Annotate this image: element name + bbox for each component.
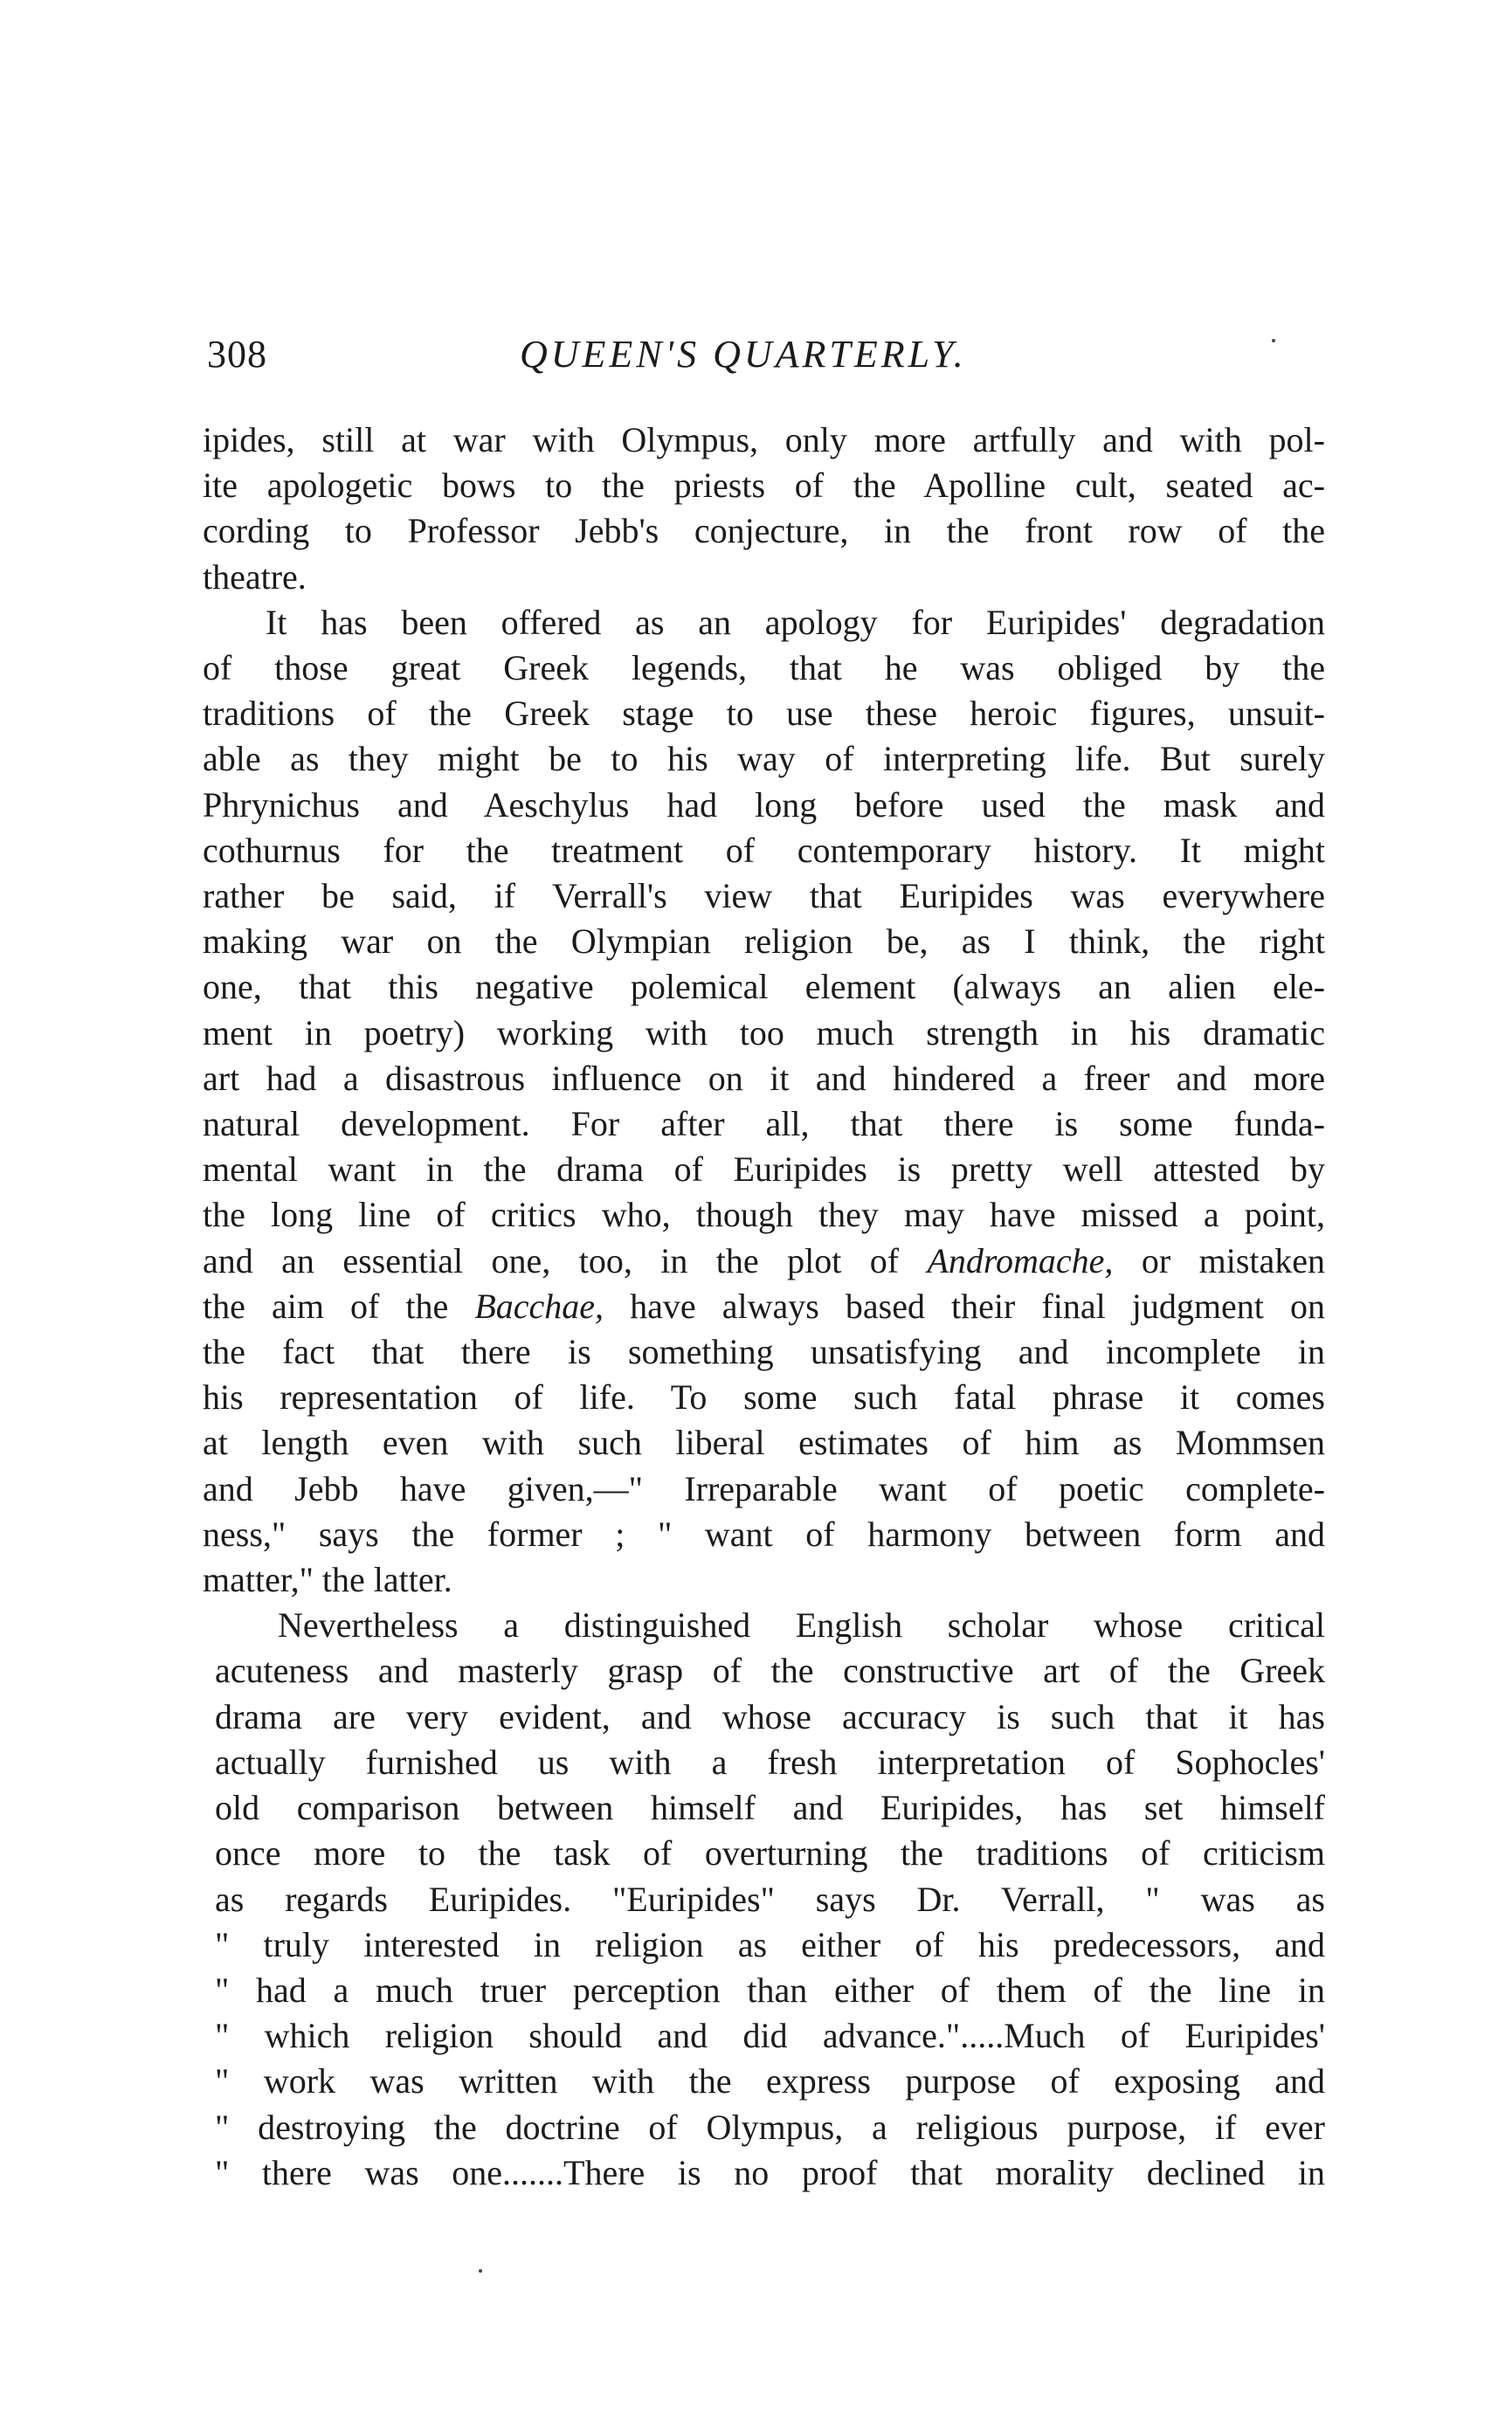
text-line: ite apologetic bows to the priests of the Apolline cult, seated ac-: [203, 466, 1325, 506]
body-text: [203, 417, 1325, 2196]
text-line-andromache: [203, 1239, 1325, 1284]
text-line: at length even with such liberal estimates of him as Mommsen: [203, 1423, 1325, 1463]
text-line: of those great Greek legends, that he was obliged by the: [203, 648, 1325, 688]
text-segment: or mistaken: [1113, 1240, 1326, 1280]
text-line: the fact that there is something unsatisfying and incomplete in: [203, 1332, 1325, 1372]
text-line: theatre.: [203, 556, 307, 597]
text-line: old comparison between himself and Euripides, has set himself: [215, 1788, 1325, 1828]
text-line: matter," the latter.: [203, 1560, 452, 1600]
text-line: and Jebb have given,—" Irreparable want of poetic complete-: [203, 1468, 1325, 1508]
text-line: once more to the task of overturning the traditions of criticism: [215, 1833, 1325, 1874]
text-line: drama are very evident, and whose accuracy is such that it has: [215, 1696, 1325, 1736]
quoted-line: " truly interested in religion as either of his predecessors, and: [215, 1924, 1325, 1964]
text-line: Nevertheless a distinguished English scholar whose critical: [278, 1605, 1325, 1646]
quoted-line: " work was written with the express purpose of exposing and: [215, 2061, 1325, 2101]
text-line: natural development. For after all, that there is some funda-: [203, 1104, 1325, 1144]
text-line: Phrynichus and Aeschylus had long before used the mask and: [203, 784, 1325, 825]
text-line: acuteness and masterly grasp of the constructive art of the Greek: [215, 1651, 1325, 1691]
text-line: ness," says the former ; " want of harmony between form and: [203, 1514, 1325, 1554]
text-line-bacchae: [203, 1284, 1325, 1329]
text-line: able as they might be to his way of interpreting life. But surely: [203, 739, 1325, 779]
text-line: art had a disastrous influence on it and hindered a freer and more: [203, 1058, 1325, 1098]
text-line: his representation of life. To some such fatal phrase it comes: [203, 1377, 1325, 1418]
text-line: making war on the Olympian religion be, as I think, the right: [203, 921, 1325, 962]
text-line: cothurnus for the treatment of contemporary history. It might: [203, 830, 1325, 870]
text-segment: have always based their final judgment on: [604, 1286, 1325, 1326]
running-title: QUEEN'S QUARTERLY.: [520, 333, 967, 376]
quoted-line: " destroying the doctrine of Olympus, a religious purpose, if ever: [215, 2107, 1325, 2147]
text-segment: the aim of the: [203, 1286, 475, 1326]
text-line: mental want in the drama of Euripides is pretty well attested by: [203, 1149, 1325, 1190]
print-speck: [1272, 339, 1275, 342]
text-line: one, that this negative polemical element (always an alien ele-: [203, 967, 1325, 1007]
paragraph-2: [203, 600, 1325, 1603]
text-line: rather be said, if Verrall's view that Euripides was everywhere: [203, 876, 1325, 916]
quoted-line: " there was one.......There is no proof that morality declined in: [215, 2152, 1325, 2192]
text-line: as regards Euripides. "Euripides" says Dr. Verrall, " was as: [215, 1879, 1325, 1919]
play-title-bacchae: Bacchae,: [474, 1286, 604, 1326]
paragraph-1: [203, 417, 1325, 600]
page-number: 308: [207, 333, 267, 376]
text-line: traditions of the Greek stage to use these heroic figures, unsuit-: [203, 694, 1325, 734]
print-speck: [479, 2269, 482, 2273]
text-line: actually furnished us with a fresh interpretation of Sophocles': [215, 1742, 1325, 1782]
play-title-andromache: Andromache,: [927, 1240, 1114, 1280]
text-line: ment in poetry) working with too much strength in his dramatic: [203, 1012, 1325, 1052]
text-line: It has been offered as an apology for Euripides' degradation: [266, 602, 1325, 642]
text-line: cording to Professor Jebb's conjecture, in the front row of the: [203, 511, 1325, 551]
page-header: [207, 332, 1325, 384]
quoted-line: " which religion should and did advance.".....Much of Euripides': [215, 2016, 1325, 2056]
text-line: the long line of critics who, though they may have missed a point,: [203, 1195, 1325, 1235]
paragraph-3: [203, 1603, 1325, 2196]
text-line: ipides, still at war with Olympus, only more artfully and with pol-: [203, 420, 1325, 459]
text-segment: and an essential one, too, in the plot of: [203, 1240, 928, 1280]
quoted-line: " had a much truer perception than either of them of the line in: [215, 1970, 1325, 2010]
